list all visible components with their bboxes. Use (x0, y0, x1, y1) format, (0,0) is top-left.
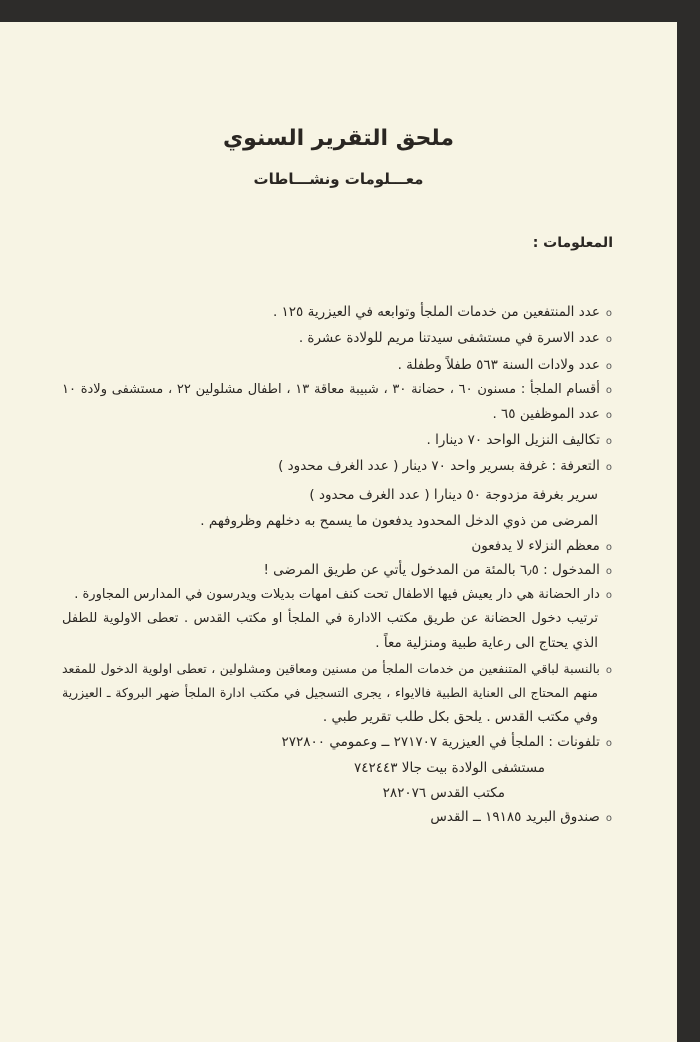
list-item (430, 808, 612, 828)
bullet-icon: o (605, 462, 612, 473)
list-item (263, 561, 612, 581)
page-subtitle: معـــلومات ونشـــاطات (253, 170, 424, 188)
list-item (471, 537, 612, 557)
list-item-text: بالنسبة لباقي المتنفعين من خدمات الملجأ من مسنين ومعاقين ومشلولين ، تعطى اولوية الدخول للمقعد (62, 661, 600, 676)
list-item-text: عدد الاسرة في مستشفى سيدتنا مريم للولادة عشرة . (298, 330, 600, 346)
list-item (282, 733, 612, 753)
list-item (74, 586, 612, 605)
list-item-text: تكاليف النزيل الواحد ٧٠ دينارا . (426, 432, 600, 448)
bullet-icon: o (605, 566, 612, 577)
list-continuation: المرضى من ذوي الدخل المحدود يدفعون ما يسمح به دخلهم وظروفهم . (200, 513, 598, 529)
bullet-icon: o (605, 590, 612, 601)
list-item (278, 457, 612, 477)
bullet-icon: o (605, 334, 612, 345)
list-continuation: سرير بغرفة مزدوجة ٥٠ دينارا ( عدد الغرف محدود ) (309, 487, 598, 503)
list-item-text: تلفونات : الملجأ في العيزرية ٢٧١٧٠٧ ــ وعمومي ٢٧٢٨٠٠ (281, 734, 600, 750)
bullet-icon: o (605, 542, 612, 553)
list-continuation: الذي يحتاج الى رعاية طبية ومنزلية معاً . (375, 635, 598, 651)
bullet-icon: o (605, 385, 612, 396)
bullet-icon: o (605, 665, 612, 676)
list-continuation: وفي مكتب القدس . يلحق بكل طلب تقرير طبي . (322, 709, 598, 725)
phone-line: مستشفى الولادة بيت جالا ٧٤٢٤٤٣ (353, 760, 545, 776)
list-continuation: ترتيب دخول الحضانة عن طريق مكتب الادارة في الملجأ او مكتب القدس . تعطى الاولوية للطفل (62, 611, 598, 626)
list-item (273, 303, 612, 323)
bullet-icon: o (605, 361, 612, 372)
bullet-icon: o (605, 436, 612, 447)
bullet-icon: o (605, 308, 612, 319)
phone-line: مكتب القدس ٢٨٢٠٧٦ (382, 785, 505, 801)
list-item-text: معظم النزلاء لا يدفعون (471, 538, 600, 554)
page-title: ملحق التقرير السنوي (223, 126, 454, 151)
list-item (62, 381, 612, 400)
list-item-text: أقسام الملجأ : مسنون ٦٠ ، حضانة ٣٠ ، شبيبة معاقة ١٣ ، اطفال مشلولين ٢٢ ، مستشفى ولادة ١٠ (62, 382, 600, 397)
list-item (299, 329, 612, 349)
scan-border (677, 22, 700, 1042)
section-heading: المعلومات : (532, 235, 613, 251)
list-item-text: دار الحضانة هي دار يعيش فيها الاطفال تحت كنف امهات بديلات ويدرسون في المدارس المجاورة . (74, 587, 600, 602)
bullet-icon: o (605, 410, 612, 421)
bullet-icon: o (605, 738, 612, 749)
list-item-text: عدد المنتفعين من خدمات الملجأ وتوابعه في العيزرية ١٢٥ . (272, 304, 600, 320)
list-item-text: عدد ولادات السنة ٥٦٣ طفلاً وطفلة . (397, 357, 600, 373)
list-item-text: عدد الموظفين ٦٥ . (492, 406, 600, 422)
list-item-text: المدخول : ٦٫٥ بالمئة من المدخول يأتي عن طريق المرضى ! (263, 562, 600, 578)
list-item (492, 405, 612, 425)
list-item (398, 356, 612, 376)
list-item (427, 431, 613, 451)
list-item-text: التعرفة : غرفة بسرير واحد ٧٠ دينار ( عدد الغرف محدود ) (278, 458, 600, 474)
list-item-text: صندوق البريد ١٩١٨٥ ــ القدس (430, 809, 600, 825)
list-item (62, 660, 612, 680)
list-continuation: منهم المحتاج الى العناية الطبية فالايواء ، يجرى التسجيل في مكتب ادارة الملجأ ضهر البروكة ـ العيزرية (62, 685, 598, 700)
bullet-icon: o (605, 813, 612, 824)
